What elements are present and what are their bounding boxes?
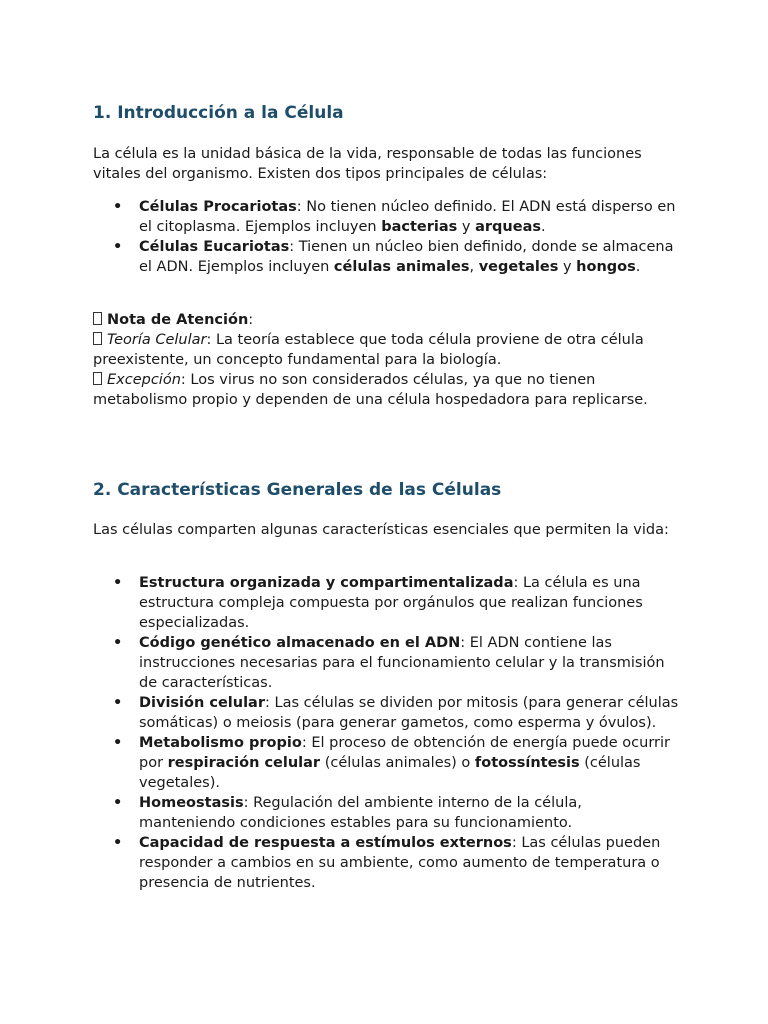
item-bold: respiración celular: [167, 755, 321, 771]
item-bold: arqueas: [475, 219, 541, 235]
item-bold: vegetales: [478, 259, 559, 275]
section-1-intro: La célula es la unidad básica de la vida, responsable de todas las funciones vitales del organismo. Existen dos tipos principales de células:: [93, 146, 642, 182]
term-label: División celular: [139, 695, 265, 711]
list-item: [93, 833, 679, 893]
list-item: [93, 237, 679, 277]
note-title-colon: :: [248, 312, 254, 328]
item-text: : Regulación del ambiente interno de la célula, manteniendo condiciones estables para su funcionamiento.: [139, 795, 582, 831]
bullet-icon: •: [113, 835, 123, 851]
note-title: Nota de Atención: [107, 312, 249, 328]
bullet-icon: •: [113, 575, 123, 591]
item-text: : La célula es una estructura compleja compuesta por orgánulos que realizan funciones especializadas.: [139, 575, 643, 631]
term-label: Células Procariotas: [139, 199, 297, 215]
missing-glyph-icon: [93, 332, 102, 345]
item-bold: células animales: [333, 259, 470, 275]
list-item: [93, 573, 679, 633]
note-line-theory: [93, 330, 683, 370]
attention-note: [93, 310, 683, 410]
item-text: .: [635, 259, 641, 275]
list-item: [93, 197, 679, 237]
item-text: .: [541, 219, 546, 235]
item-text: ,: [469, 259, 479, 275]
bullet-icon: •: [113, 795, 123, 811]
bullet-icon: •: [113, 199, 123, 215]
item-text: (células animales) o: [320, 755, 475, 771]
term-label: Estructura organizada y compartimentalizada: [139, 575, 514, 591]
item-text: y: [457, 219, 476, 235]
bullet-icon: •: [113, 735, 123, 751]
note-title-line: [93, 310, 683, 330]
term-label: Homeostasis: [139, 795, 244, 811]
section-2-heading: 2. Características Generales de las Células: [93, 480, 502, 500]
list-item: [93, 733, 679, 793]
note-label-theory: Teoría Celular: [107, 332, 207, 348]
term-label: Metabolismo propio: [139, 735, 302, 751]
list-item: [93, 633, 679, 693]
item-text: : No tienen núcleo definido. El ADN está disperso en el citoplasma. Ejemplos incluyen: [139, 199, 676, 235]
item-text: y: [558, 259, 577, 275]
section-2-intro: Las células comparten algunas características esenciales que permiten la vida:: [93, 522, 669, 538]
term-label: Código genético almacenado en el ADN: [139, 635, 461, 651]
item-text: (células vegetales).: [139, 755, 641, 791]
item-text: : Las células se dividen por mitosis (para generar células somáticas) o meiosis (para generar gametos, como esperma y óvulos).: [139, 695, 679, 731]
note-label-exception: Excepción: [107, 372, 181, 388]
list-item: [93, 793, 679, 833]
item-text: : El ADN contiene las instrucciones necesarias para el funcionamiento celular y la transmisión de características.: [139, 635, 665, 691]
missing-glyph-icon: [93, 312, 102, 325]
bullet-icon: •: [113, 635, 123, 651]
list-item: [93, 693, 679, 733]
item-text: : Las células pueden responder a cambios en su ambiente, como aumento de temperatura o presencia de nutrientes.: [139, 835, 661, 891]
item-text: : Tienen un núcleo bien definido, donde se almacena el ADN. Ejemplos incluyen: [139, 239, 674, 275]
item-bold: fotossíntesis: [474, 755, 580, 771]
note-line-exception: [93, 370, 683, 410]
note-text-theory: : La teoría establece que toda célula proviene de otra célula preexistente, un concepto fundamental para la biología.: [93, 332, 644, 368]
bullet-icon: •: [113, 239, 123, 255]
section-1-heading: 1. Introducción a la Célula: [93, 103, 344, 123]
item-bold: bacterias: [381, 219, 458, 235]
term-label: Capacidad de respuesta a estímulos externos: [139, 835, 512, 851]
item-text: : El proceso de obtención de energía puede ocurrir por: [139, 735, 670, 771]
note-text-exception: : Los virus no son considerados células, ya que no tienen metabolismo propio y dependen de una célula hospedadora para replicarse.: [93, 372, 648, 408]
item-bold: hongos: [576, 259, 636, 275]
section-2-list: [93, 573, 693, 893]
section-1-list: [93, 197, 693, 277]
missing-glyph-icon: [93, 372, 102, 385]
bullet-icon: •: [113, 695, 123, 711]
term-label: Células Eucariotas: [139, 239, 290, 255]
